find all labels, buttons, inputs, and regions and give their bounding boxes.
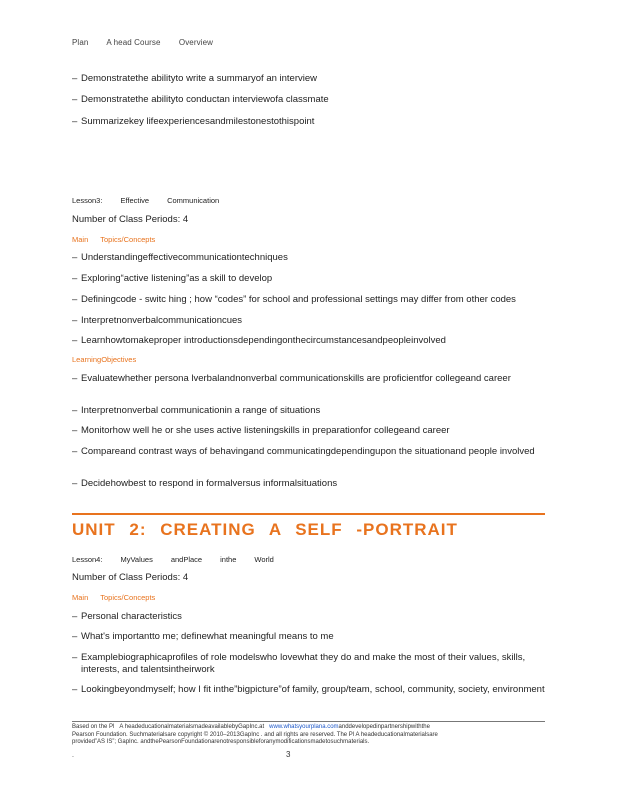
list-item: – Personal characteristics xyxy=(72,611,182,622)
lesson3-title: Lesson3: Effective Communication xyxy=(72,196,220,205)
list-item: – Interpretnonverbal communicationin a range of situations xyxy=(72,405,321,416)
header-plan: Plan xyxy=(72,38,89,47)
page-number: 3 xyxy=(286,750,291,759)
website-link[interactable]: www.whatsyourplana.com xyxy=(269,724,339,730)
lesson4-class-periods: Number of Class Periods: 4 xyxy=(72,572,189,583)
running-header xyxy=(72,38,229,47)
lesson3-class-periods: Number of Class Periods: 4 xyxy=(72,214,189,225)
header-ahead-course: A head Course xyxy=(106,38,161,47)
lesson3-objectives-heading: LearningObjectives xyxy=(72,355,137,364)
list-item: – Demonstratethe abilityto conductan interviewofa classmate xyxy=(72,94,329,105)
list-item: – Evaluatewhether persona lverbalandnonverbal communicationskills are proficientfor collegeand career xyxy=(72,373,511,384)
footer-divider xyxy=(72,721,545,722)
list-item: – Compareand contrast ways of behavingand communicatingdependingupon the situationand people involved xyxy=(72,446,535,457)
list-item: – Exploring“active listening”as a skill to develop xyxy=(72,273,273,284)
list-item: – Learnhowtomakeproper introductionsdependingonthecircumstancesandpeopleinvolved xyxy=(72,335,446,346)
list-item: – Decidehowbest to respond in formalversus informalsituations xyxy=(72,478,338,489)
list-item: – Definingcode - switc hing ; how “codes” for school and professional settings may differ from other codes xyxy=(72,294,516,305)
list-item: – What's importantto me; definewhat meaningful means to me xyxy=(72,631,334,642)
footer-dot: . xyxy=(72,752,74,759)
unit-divider xyxy=(72,513,545,515)
list-item: – Summarizekey lifeexperiencesandmilestonestothispoint xyxy=(72,116,315,127)
list-item: – Interpretnonverbalcommunicationcues xyxy=(72,315,243,326)
lesson4-topics-heading: Main Topics/Concepts xyxy=(72,593,156,602)
list-item: – Monitorhow well he or she uses active listeningskills in preparationfor collegeand career xyxy=(72,425,450,436)
lesson3-topics-heading: Main Topics/Concepts xyxy=(72,235,156,244)
footer-notice: Based on the Pl A headeducationalmaterialsmadeavailablebyGapInc.at www.whatsyourplana.comanddevelopedinpartnershipwiththe Pearson Foundation. Suchmaterialsare copyright © 2010–2013GapInc . and all rights are reserved. The Pl A headeducationalmaterialsare provided”AS IS”; GapInc. andthePearsonFoundationarenotresponsibleforanymodificationsmadetosuchmaterials. xyxy=(72,724,438,745)
list-item: – Examplebiographicaprofiles of role modelswho lovewhat they do and make the most of their values, skills, interests, and talentsintheirwork xyxy=(72,652,526,675)
unit2-title: UNIT 2: CREATING A SELF -PORTRAIT xyxy=(72,520,458,539)
list-item: – Demonstratethe abilityto write a summaryof an interview xyxy=(72,73,318,84)
lesson4-title: Lesson4: MyValues andPlace inthe World xyxy=(72,555,274,564)
list-item: – Understandingeffectivecommunicationtechniques xyxy=(72,252,288,263)
list-item: – Lookingbeyondmyself; how I fit inthe”bigpicture”of family, group/team, school, community, society, environment xyxy=(72,684,545,695)
header-overview: Overview xyxy=(178,38,214,47)
